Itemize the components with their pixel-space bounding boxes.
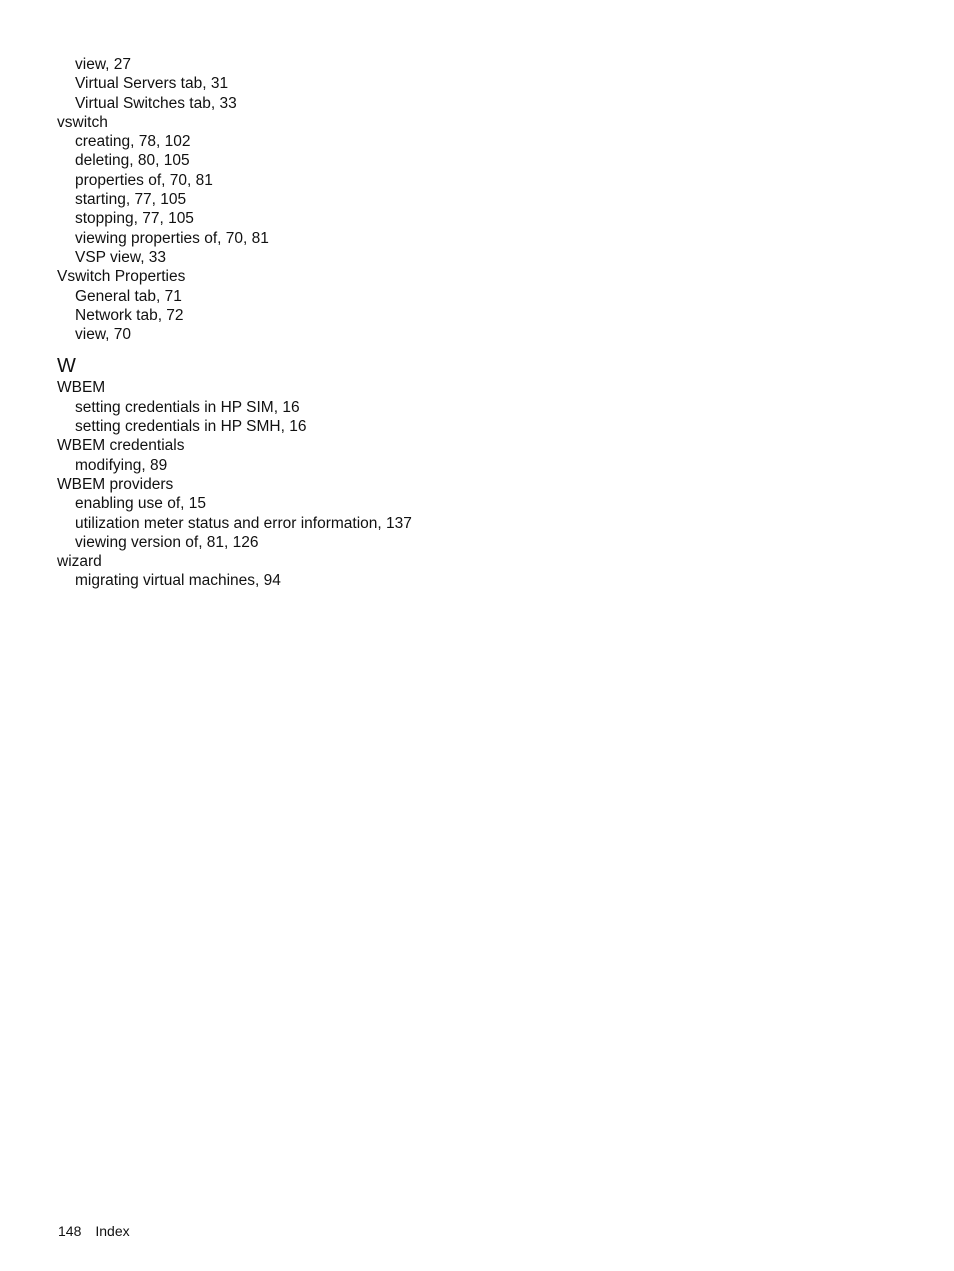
index-subentry: modifying, 89	[75, 456, 168, 474]
index-subentry: starting, 77, 105	[75, 191, 187, 209]
index-entry: WBEM credentials	[57, 437, 185, 455]
index-block-v	[57, 55, 477, 344]
index-subentry: utilization meter status and error information, 137	[75, 514, 412, 532]
index-subentry: deleting, 80, 105	[75, 152, 190, 170]
page-footer	[58, 1222, 130, 1240]
index-subentry: setting credentials in HP SMH, 16	[75, 418, 307, 436]
index-entry: WBEM providers	[57, 475, 174, 493]
index-block-w	[57, 378, 477, 590]
index-entry: WBEM	[57, 379, 106, 397]
index-entry: Vswitch Properties	[57, 268, 186, 286]
index-entry: wizard	[57, 553, 102, 571]
index-subentry: enabling use of, 15	[75, 495, 206, 513]
index-subentry: Virtual Switches tab, 33	[75, 94, 237, 112]
index-subentry: properties of, 70, 81	[75, 171, 213, 189]
index-entry: vswitch	[57, 113, 108, 131]
page-number: 148	[58, 1223, 82, 1239]
index-subentry: setting credentials in HP SIM, 16	[75, 398, 300, 416]
index-subentry: stopping, 77, 105	[75, 210, 194, 228]
section-letter: W	[57, 355, 76, 378]
index-subentry: VSP view, 33	[75, 248, 167, 266]
index-subentry: view, 27	[75, 56, 132, 73]
index-subentry: viewing properties of, 70, 81	[75, 229, 269, 247]
index-column	[57, 55, 477, 591]
index-subentry: General tab, 71	[75, 287, 182, 305]
index-subentry: Virtual Servers tab, 31	[75, 75, 229, 93]
index-subentry: creating, 78, 102	[75, 133, 191, 151]
index-subentry: migrating virtual machines, 94	[75, 572, 281, 590]
index-subentry: viewing version of, 81, 126	[75, 533, 259, 551]
index-subentry: Network tab, 72	[75, 306, 184, 324]
footer-section-label: Index	[95, 1223, 130, 1239]
index-subentry: view, 70	[75, 326, 132, 344]
